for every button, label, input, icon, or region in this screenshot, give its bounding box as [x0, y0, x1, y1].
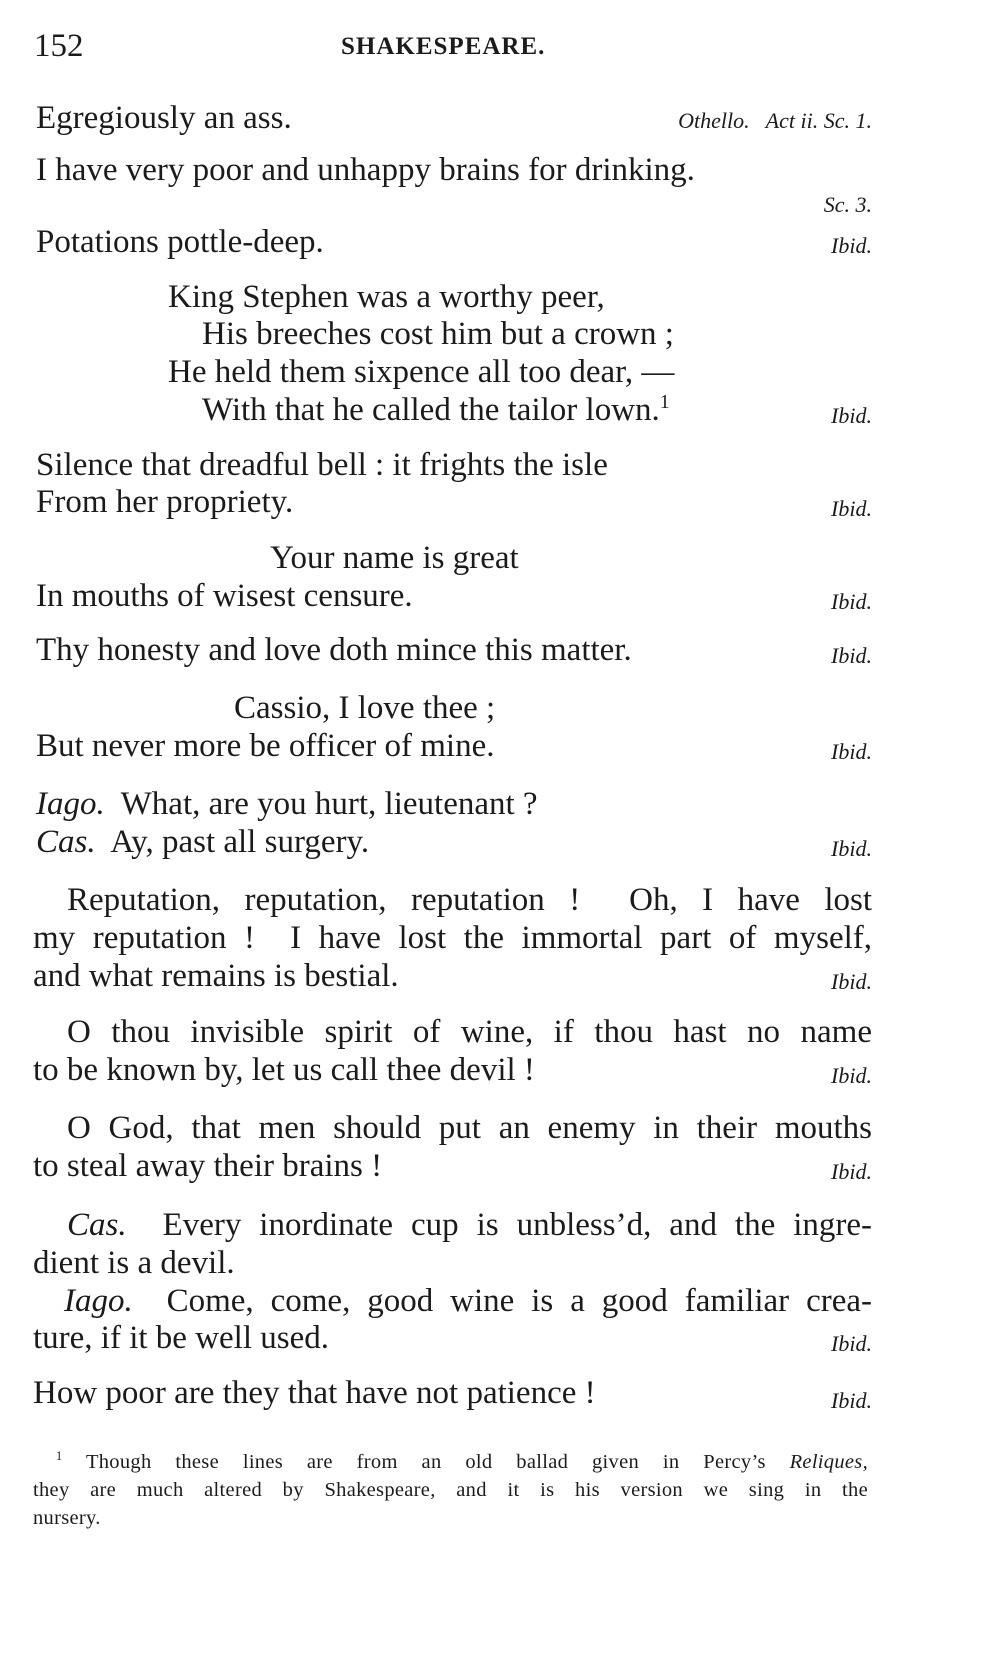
prose-line: to steal away their brains ! — [33, 1148, 383, 1184]
verse-line: His breeches cost him but a crown ; — [202, 316, 674, 352]
quote-line: Egregiously an ass. — [36, 100, 292, 136]
verse-line: With that he called the tailor lown.$^1$ — [202, 391, 670, 428]
prose-line: O God, that men should put an enemy in their mouths — [67, 1110, 872, 1146]
speaker-name: Cas. — [67, 1207, 127, 1243]
quote-line: But never more be officer of mine. — [36, 728, 495, 764]
quote-line: Thy honesty and love doth mince this matter. — [36, 632, 632, 668]
quote-line: Potations pottle-deep. — [36, 224, 324, 260]
dialogue-line: Iago. What, are you hurt, lieutenant ? — [36, 786, 538, 822]
footnote-marker: 1 — [56, 1449, 63, 1464]
dialogue-line: ture, if it be well used. — [33, 1320, 330, 1356]
quote-line: How poor are they that have not patience ! — [33, 1375, 596, 1411]
speaker-name: Iago. — [64, 1283, 133, 1319]
citation: Sc. 3. — [823, 192, 872, 217]
citation: Ibid. — [831, 836, 872, 861]
prose-line: O thou invisible spirit of wine, if thou hast no name — [67, 1014, 872, 1050]
dialogue-line: Iago. Come, come, good wine is a good familiar crea- — [64, 1283, 872, 1319]
footnote-line: they are much altered by Shakespeare, and it is his version we sing in the — [33, 1479, 868, 1501]
footnote-marker: 1 — [659, 391, 670, 413]
citation: Ibid. — [831, 1063, 872, 1088]
dialogue-line: Cas. Every inordinate cup is unbless’d, and the ingre- — [67, 1207, 872, 1243]
citation: Ibid. — [831, 403, 872, 428]
citation: Ibid. — [831, 643, 872, 668]
citation: Ibid. — [831, 1388, 872, 1413]
footnote-line: $^1$ Though these lines are from an old ballad given in Percy’s Reliques, — [56, 1449, 869, 1473]
quote-line: Cassio, I love thee ; — [234, 690, 496, 726]
citation: Ibid. — [831, 739, 872, 764]
prose-line: to be known by, let us call thee devil ! — [33, 1052, 535, 1088]
page-number: 152 — [34, 28, 84, 64]
footnote-line: nursery. — [33, 1507, 101, 1529]
quote-line: I have very poor and unhappy brains for drinking. — [36, 152, 695, 188]
dialogue-line: dient is a devil. — [33, 1245, 235, 1281]
speaker-name: Iago. — [36, 786, 105, 822]
quote-line: In mouths of wisest censure. — [36, 578, 413, 614]
citation: Ibid. — [831, 969, 872, 994]
dialogue-line: Cas. Ay, past all surgery. — [36, 824, 370, 860]
quote-line: From her propriety. — [36, 484, 294, 520]
prose-line: my reputation ! I have lost the immortal part of myself, — [33, 920, 872, 956]
citation: Ibid. — [831, 233, 872, 258]
quote-line: Your name is great — [270, 540, 519, 576]
prose-line: Reputation, reputation, reputation ! Oh, I have lost — [67, 882, 872, 918]
citation: Ibid. — [831, 589, 872, 614]
citation: Ibid. — [831, 496, 872, 521]
citation: Ibid. — [831, 1331, 872, 1356]
citation: Ibid. — [831, 1159, 872, 1184]
citation: Othello. Act ii. Sc. 1. — [678, 108, 872, 133]
quote-line: Silence that dreadful bell : it frights the isle — [36, 447, 608, 483]
prose-line: and what remains is bestial. — [33, 958, 399, 994]
verse-line: King Stephen was a worthy peer, — [168, 279, 605, 315]
speaker-name: Cas. — [36, 824, 96, 860]
running-title: SHAKESPEARE. — [341, 33, 546, 60]
verse-line: He held them sixpence all too dear, — — [168, 354, 675, 390]
